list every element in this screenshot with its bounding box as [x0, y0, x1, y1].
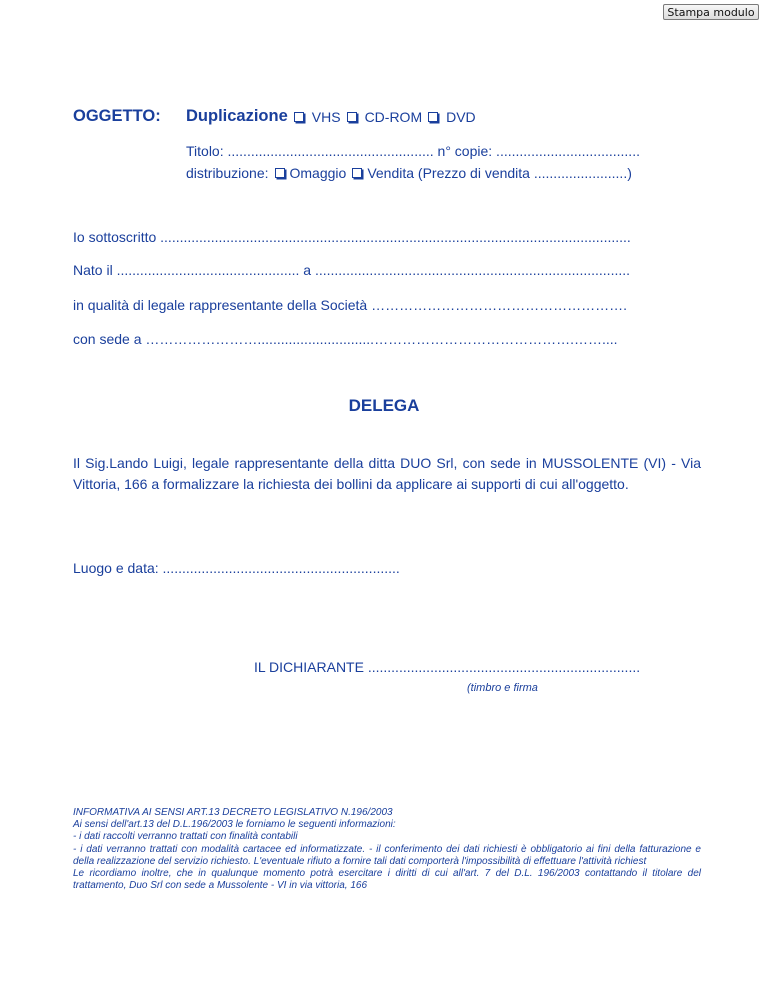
vendita-checkbox[interactable]	[352, 168, 362, 178]
subject-title: Duplicazione	[186, 107, 288, 125]
undersigned-field[interactable]: Io sottoscritto .........................................................................................................................	[73, 229, 631, 245]
cdrom-label: CD-ROM	[364, 108, 423, 125]
vendita-label: Vendita (Prezzo di vendita ........................)	[367, 165, 632, 181]
address-field[interactable]: con sede a ……………………..............................…………………………………….……....	[73, 331, 618, 347]
subject-line	[186, 107, 476, 126]
vhs-checkbox[interactable]	[294, 112, 304, 122]
stamp-signature-note: (timbro e firma	[467, 682, 538, 694]
cdrom-checkbox[interactable]	[347, 112, 357, 122]
company-role-field[interactable]: in qualità di legale rappresentante della Società ……………………………………………….	[73, 297, 627, 313]
omaggio-label: Omaggio	[289, 165, 347, 181]
distribution-line	[186, 165, 632, 181]
vhs-label: VHS	[311, 108, 341, 125]
privacy-line: Le ricordiamo inoltre, che in qualunque momento potrà esercitare i diritti di cui all'art. 7 del D.L. 196/2003 contattando il titolare del trattamento, Duo Srl con sede a Mussolente - VI in via vittoria, 166	[73, 868, 701, 892]
delega-paragraph: Il Sig.Lando Luigi, legale rappresentante della ditta DUO Srl, con sede in MUSSOLENTE (VI) - Via Vittoria, 166 a formalizzare la richiesta dei bollini da applicare ai supporti di cui all'oggetto.	[73, 455, 701, 492]
title-copies-field[interactable]: Titolo: ..................................................... n° copie: .....................................	[186, 143, 640, 159]
subject-label: OGGETTO:	[73, 107, 161, 125]
omaggio-checkbox[interactable]	[275, 168, 285, 178]
privacy-notice	[73, 807, 701, 892]
privacy-line: Ai sensi dell'art.13 del D.L.196/2003 le forniamo le seguenti informazioni:	[73, 819, 396, 831]
privacy-line: - i dati raccolti verranno trattati con finalità contabili	[73, 831, 298, 843]
delega-heading: DELEGA	[348, 396, 420, 415]
dvd-label: DVD	[446, 108, 476, 125]
privacy-line: - i dati verranno trattati con modalità cartacee ed informatizzate. - il conferimento dei dati richiesti è obbligatorio ai fini della fatturazione e della realizzazione del servizio richiesto. L'eventuale rifiuto a fornire tali dati comporterà l'impossibilità di effettuare l'attività richiest	[73, 843, 701, 867]
declarant-signature-field[interactable]: IL DICHIARANTE ......................................................................	[254, 659, 641, 675]
dvd-checkbox[interactable]	[428, 112, 438, 122]
place-date-field[interactable]: Luogo e data: .............................................................	[73, 560, 400, 576]
privacy-heading: INFORMATIVA AI SENSI ART.13 DECRETO LEGISLATIVO N.196/2003	[73, 807, 393, 818]
distribution-label: distribuzione:	[186, 165, 269, 181]
birth-field[interactable]: Nato il ............................................... a .................................................................................	[73, 262, 631, 278]
print-form-button[interactable]: Stampa modulo	[663, 4, 759, 20]
